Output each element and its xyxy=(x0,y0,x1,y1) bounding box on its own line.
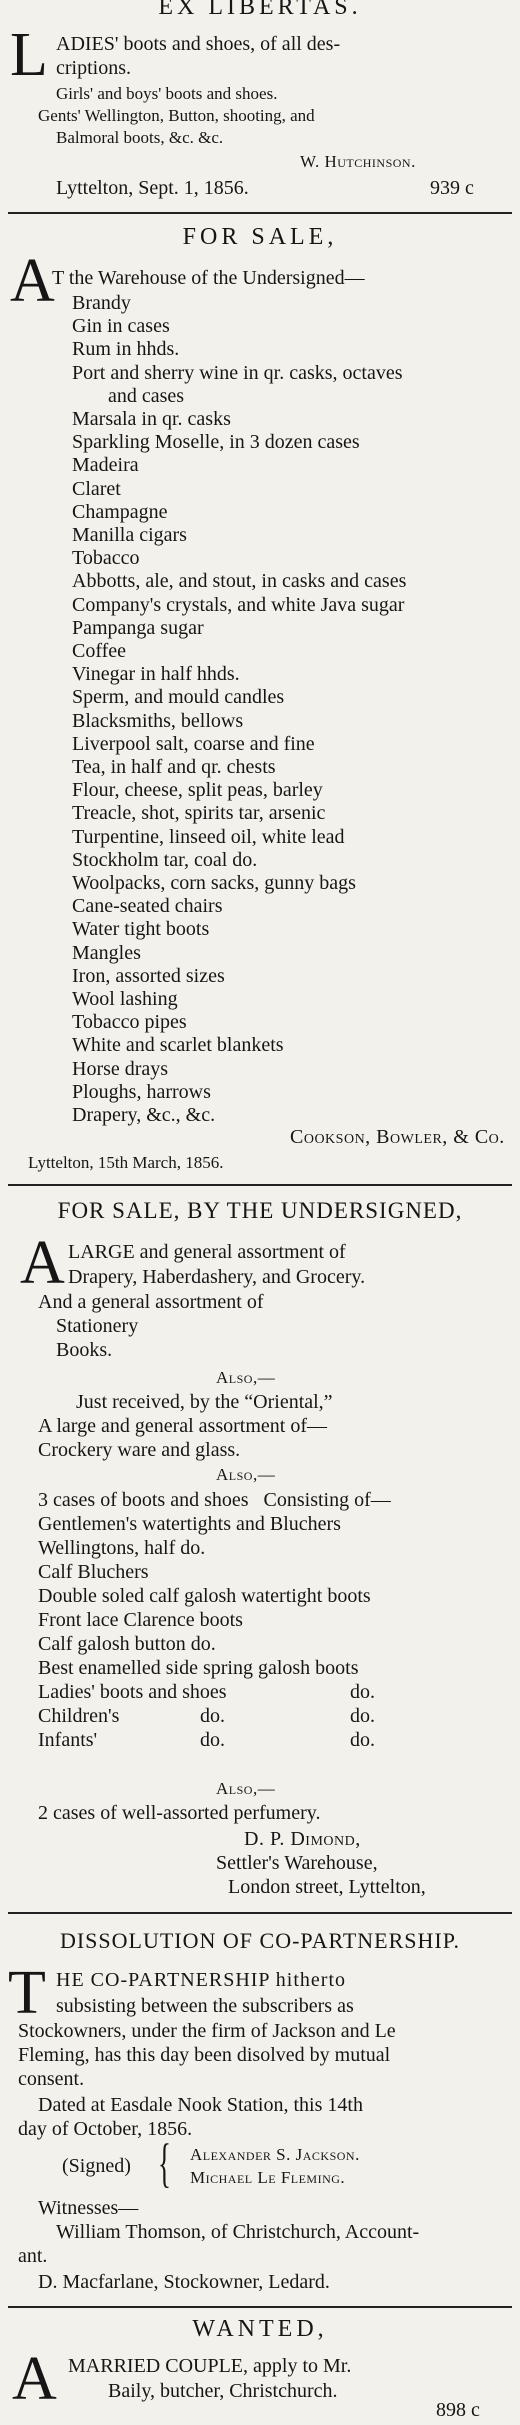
ad3-do-label: Ladies' boots and shoes xyxy=(38,1681,227,1703)
ad2-item: Abbotts, ale, and stout, in casks and cases xyxy=(72,570,407,593)
ad5-ref: 898 c xyxy=(436,2399,480,2421)
ad3-drop-cap: A xyxy=(20,1229,65,1297)
ad2-drop-cap: A xyxy=(10,247,55,315)
ad2-item: Coffee xyxy=(72,640,127,662)
divider xyxy=(8,2306,512,2308)
ad3-signer: D. P. Dimond, xyxy=(244,1828,361,1850)
ad1-signer: W. Hutchinson. xyxy=(300,152,416,171)
ad2-item: Turpentine, linseed oil, white lead xyxy=(72,825,345,848)
ad1-place-date: Lyttelton, Sept. 1, 1856. xyxy=(56,177,249,199)
ad2-item: Vinegar in half hhds. xyxy=(72,663,240,686)
ad4-signature: Alexander S. Jackson. xyxy=(190,2145,360,2164)
ad3-also: Also,— xyxy=(216,1368,276,1387)
ad1-drop-cap: L xyxy=(10,21,48,89)
ad3-boot-item: Best enamelled side spring galosh boots xyxy=(38,1657,359,1679)
ad4-line: Stockowners, under the firm of Jackson and Le xyxy=(18,2020,396,2042)
ad3-do-cell: do. xyxy=(350,1681,375,1703)
divider xyxy=(8,1912,512,1914)
ad2-item: Horse drays xyxy=(72,1057,169,1080)
ad2-item: and cases xyxy=(108,384,185,407)
ad2-item: Tea, in half and qr. chests xyxy=(72,756,276,778)
ad1-header: EX LIBERTAS. xyxy=(158,0,362,20)
ad3-boot-item: 3 cases of boots and shoes Consisting of— xyxy=(38,1489,391,1511)
ad1-first-line: ADIES' boots and shoes, of all des- xyxy=(56,33,341,55)
ad3-do-label: Infants' xyxy=(38,1729,98,1751)
ad2-item: Rum in hhds. xyxy=(72,338,180,361)
ad3-boot-item: Calf Bluchers xyxy=(38,1561,149,1583)
ad2-item: Gin in cases xyxy=(72,315,170,338)
ad2-item: Flour, cheese, split peas, barley xyxy=(72,779,323,802)
ad3-line: Books. xyxy=(56,1339,113,1361)
ad3-boot-item: Wellingtons, half do. xyxy=(38,1537,206,1559)
divider xyxy=(8,1184,512,1186)
ad3-boot-item: Calf galosh button do. xyxy=(38,1633,216,1655)
ad4-signed-label: (Signed) xyxy=(62,2155,131,2177)
ad2-item: Treacle, shot, spirits tar, arsenic xyxy=(72,802,326,825)
ad4-header: DISSOLUTION OF CO-PARTNERSHIP. xyxy=(59,1928,461,1953)
ad4-second-line: subsisting between the subscribers as xyxy=(56,1995,354,2017)
ad5-second-line: Baily, butcher, Christchurch. xyxy=(108,2380,338,2402)
ad4-witness: William Thomson, of Christchurch, Account- xyxy=(56,2221,420,2243)
ad2-item: Sparkling Moselle, in 3 dozen cases xyxy=(72,431,360,454)
ad2-item: Tobacco pipes xyxy=(72,1011,187,1034)
ad3-boot-item: Double soled calf galosh watertight boots xyxy=(38,1585,371,1607)
ad3-line: Stationery xyxy=(56,1315,139,1337)
ad2-header: FOR SALE, xyxy=(182,224,338,250)
ad4-witnesses: Witnesses— xyxy=(38,2197,139,2219)
ad4-line: Fleming, has this day been disolved by mutual xyxy=(18,2044,391,2066)
ad3-second-line: Drapery, Haberdashery, and Grocery. xyxy=(68,1266,366,1288)
ad3-do-label: Children's xyxy=(38,1705,120,1727)
ad5-first-line: MARRIED COUPLE, apply to Mr. xyxy=(68,2355,352,2377)
ad3-do-cell: do. xyxy=(200,1705,225,1727)
ad3-first-line: LARGE and general assortment of xyxy=(68,1241,346,1263)
ad1-line: Gents' Wellington, Button, shooting, and xyxy=(38,106,315,125)
ad3-boot-item: Gentlemen's watertights and Bluchers xyxy=(38,1513,341,1535)
ad2-item: White and scarlet blankets xyxy=(72,1034,284,1057)
ad2-item: Mangles xyxy=(72,941,141,964)
ad2-item: Liverpool salt, coarse and fine xyxy=(72,732,315,755)
ad4-line: consent. xyxy=(18,2068,85,2090)
ad4-drop-cap: T xyxy=(8,1959,46,2027)
ad3-signer-line: Settler's Warehouse, xyxy=(216,1852,378,1874)
ad3-line: And a general assortment of xyxy=(38,1291,264,1313)
ad4-signature: Michael Le Fleming. xyxy=(190,2168,346,2187)
ad1-line: criptions. xyxy=(56,57,131,79)
ad2-item: Iron, assorted sizes xyxy=(72,964,225,987)
ad3-oriental: Just received, by the “Oriental,” xyxy=(76,1391,333,1413)
ad2-signer: Cookson, Bowler, & Co. xyxy=(290,1126,505,1148)
ad2-item: Drapery, &c., &c. xyxy=(72,1104,216,1126)
ad2-item: Claret xyxy=(72,477,121,500)
ad2-item: Woolpacks, corn sacks, gunny bags xyxy=(72,872,356,894)
ad4-witness: ant. xyxy=(18,2245,48,2267)
ad4-dated: Dated at Easdale Nook Station, this 14th xyxy=(38,2094,363,2116)
ad2-item: Blacksmiths, bellows xyxy=(72,709,244,732)
ad2-item: Marsala in qr. casks xyxy=(72,408,231,430)
ad1-ref: 939 c xyxy=(430,177,474,199)
ad4-dated: day of October, 1856. xyxy=(18,2118,193,2140)
ad2-item: Champagne xyxy=(72,500,168,523)
ad2-item: Cane-seated chairs xyxy=(72,895,223,918)
brace-icon: { xyxy=(158,2133,171,2193)
ad3-do-cell: do. xyxy=(350,1705,375,1727)
ad3-boot-item: Front lace Clarence boots xyxy=(38,1609,243,1631)
ad4-witness: D. Macfarlane, Stockowner, Ledard. xyxy=(38,2271,330,2293)
ad2-first-line: T the Warehouse of the Undersigned— xyxy=(52,267,365,289)
ad2-item: Pampanga sugar xyxy=(72,616,204,639)
ad2-item: Tobacco xyxy=(72,547,140,570)
ad5-header: WANTED, xyxy=(192,2316,328,2342)
ad2-item: Company's crystals, and white Java sugar xyxy=(72,593,405,616)
ad5-drop-cap: A xyxy=(12,2345,57,2413)
ad2-item: Port and sherry wine in qr. casks, octaves xyxy=(72,361,403,384)
ad3-also: Also,— xyxy=(216,1465,276,1484)
ad3-do-cell: do. xyxy=(200,1729,225,1751)
ad2-item: Ploughs, harrows xyxy=(72,1080,211,1103)
ad4-first-line: HE CO-PARTNERSHIP hitherto xyxy=(56,1969,347,1991)
ad2-item: Brandy xyxy=(72,292,131,314)
ad3-line: A large and general assortment of— xyxy=(38,1415,327,1437)
ad2-item: Madeira xyxy=(72,454,139,477)
ad2-item: Manilla cigars xyxy=(72,524,187,546)
ad2-item: Wool lashing xyxy=(72,988,178,1010)
ad3-header: FOR SALE, BY THE UNDERSIGNED, xyxy=(57,1198,463,1223)
ad1-line: Balmoral boots, &c. &c. xyxy=(56,128,224,147)
ad2-item: Sperm, and mould candles xyxy=(72,686,285,709)
ad2-place-date: Lyttelton, 15th March, 1856. xyxy=(28,1153,224,1172)
ad3-do-cell: do. xyxy=(350,1729,375,1751)
ad3-also: Also,— xyxy=(216,1779,276,1798)
ad1-line: Girls' and boys' boots and shoes. xyxy=(56,84,278,103)
ad2-item: Water tight boots xyxy=(72,918,210,941)
ad3-signer-line: London street, Lyttelton, xyxy=(228,1876,426,1898)
divider xyxy=(8,212,512,214)
ad2-item: Stockholm tar, coal do. xyxy=(72,848,258,871)
ad3-perfumery: 2 cases of well-assorted perfumery. xyxy=(38,1802,321,1824)
ad3-line: Crockery ware and glass. xyxy=(38,1439,241,1461)
